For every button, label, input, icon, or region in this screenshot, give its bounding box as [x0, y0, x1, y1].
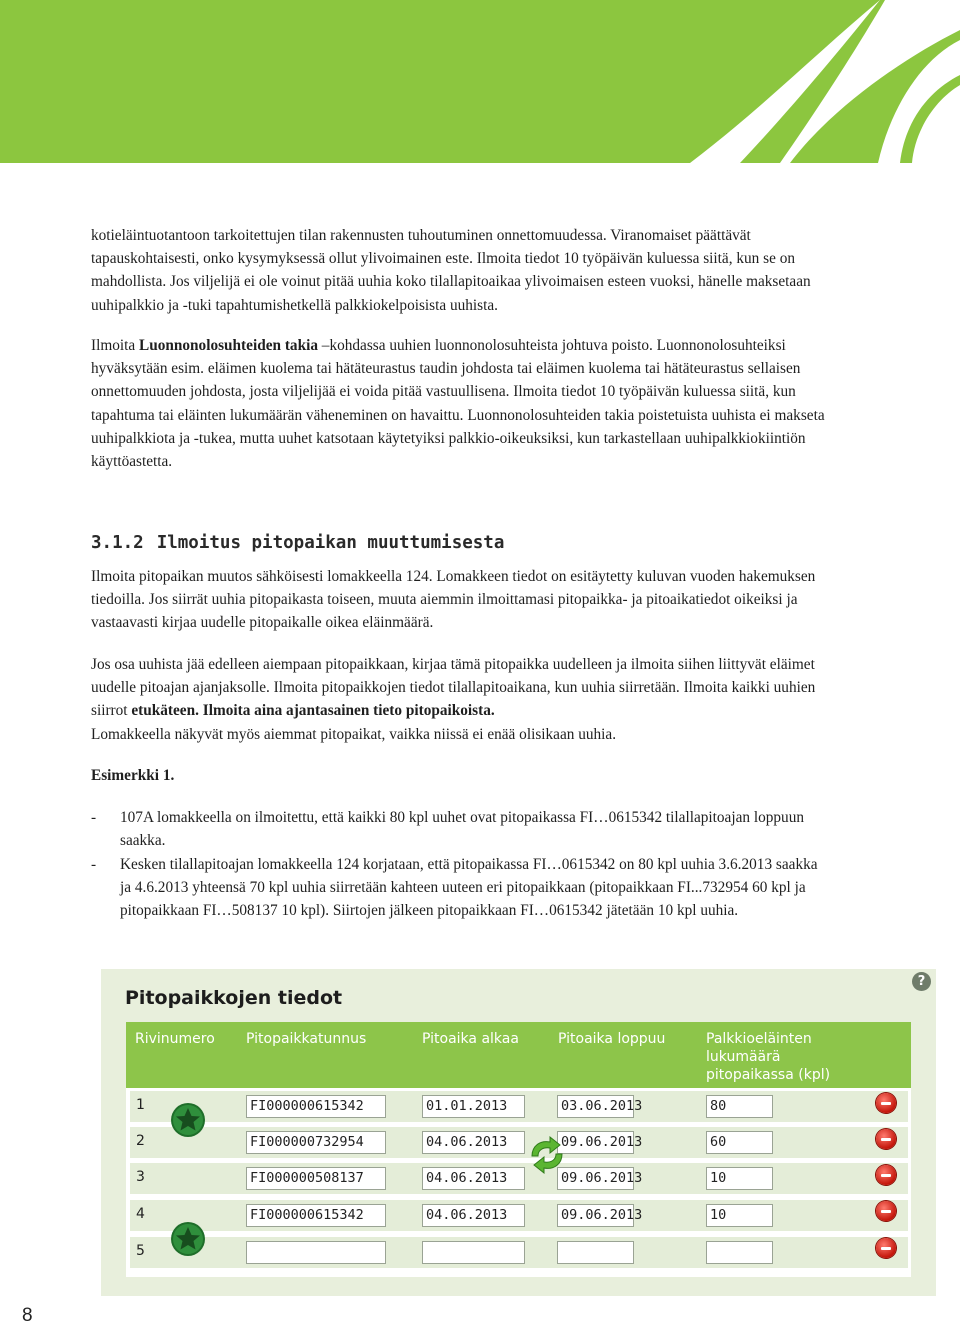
row-number: 3 [136, 1169, 145, 1185]
row-number: 1 [136, 1097, 145, 1113]
animal-count-input[interactable]: 60 [706, 1131, 773, 1154]
text: Lomakkeella näkyvät myös aiemmat pitopaikat, vaikka niissä ei enää olisikaan uuhia. [91, 725, 617, 743]
location-id-input[interactable]: FI000000615342 [246, 1095, 386, 1118]
header-line: Palkkioeläinten [706, 1031, 812, 1047]
end-date-input[interactable]: 09.06.2013 [557, 1167, 634, 1190]
column-header-row-number: Rivinumero [135, 1031, 215, 1047]
section-number: 3.1.2 [91, 533, 144, 553]
animal-count-input[interactable] [706, 1241, 773, 1264]
start-date-input[interactable]: 04.06.2013 [422, 1204, 525, 1227]
text: Ilmoita [91, 337, 140, 354]
header-line: pitopaikassa (kpl) [706, 1067, 831, 1083]
remove-row-icon[interactable] [876, 1238, 896, 1258]
animal-count-input[interactable]: 80 [706, 1095, 773, 1118]
end-date-input[interactable]: 09.06.2013 [557, 1204, 634, 1227]
text: Jos osa uuhista jää edelleen aiempaan pitopaikkaan, kirjaa tämä pitopaikka uudelleen ja ilmoita siihen liittyvät eläimet uudelle pitoajan ajanjaksolle. Ilmoita pitopaikkojen tiedot tilallapitoaikana, kun uuhia siirretään. Ilmoita kaikki uuhien siirrot [91, 656, 816, 720]
column-header-location-id: Pitopaikkatunnus [246, 1031, 367, 1047]
remove-row-icon[interactable] [876, 1201, 896, 1221]
list-item-text: 107A lomakkeella on ilmoitettu, että kaikki 80 kpl uuhet ovat pitopaikassa FI…0615342 tilallapitoajan loppuun saakka. [120, 809, 804, 850]
end-date-input[interactable]: 09.06.2013 [557, 1131, 634, 1154]
paragraph-natural-conditions [91, 334, 826, 473]
bullet-dash: - [91, 856, 97, 873]
example-label-text: Esimerkki 1. [91, 767, 175, 784]
bold-term: Ilmoita aina ajantasainen tieto pitopaikoista. [202, 702, 495, 720]
column-header-start: Pitoaika alkaa [422, 1031, 519, 1047]
text: –kohdassa uuhien luonnonolosuhteista johtuva poisto. Luonnonolosuhteiksi hyväksytään esim. eläimen kuolema tai hätäteurastus taudin johdosta tai eläimen kuolema tai hätäteurastus sellaisen onnettomuuden johdosta, josta viljelijää ei voida pitää vastuullisena. Ilmoita tiedot 10 työpäivän kuluessa siitä, kun tapahtuma tai eläinten lukumäärän väheneminen on havaittu. Luonnonolosuhteiden takia poistetuista uuhista ei makseta uuhipalkkiota ja -tukea, mutta uuhet katsotaan käytetyiksi palkkio-oikeuksiksi, kun tarkastellaan uuhipalkkiokiintiön käyttöastetta. [91, 337, 825, 471]
paragraph-location-instructions [91, 653, 826, 746]
row-number: 4 [136, 1206, 145, 1222]
location-id-input[interactable]: FI000000732954 [246, 1131, 386, 1154]
page-number: 8 [22, 1305, 33, 1326]
start-date-input[interactable]: 01.01.2013 [422, 1095, 525, 1118]
list-item [91, 806, 831, 852]
remove-row-icon[interactable] [876, 1165, 896, 1185]
leaf-logo-icon [0, 0, 960, 163]
location-id-input[interactable]: FI000000615342 [246, 1204, 386, 1227]
animal-count-input[interactable]: 10 [706, 1167, 773, 1190]
star-icon[interactable] [170, 1102, 206, 1138]
paragraph-location-change: Ilmoita pitopaikan muutos sähköisesti lomakkeella 124. Lomakkeen tiedot on esitäytetty kuluvan vuoden hakemuksen tiedoilla. Jos siirrät uuhia pitopaikasta toiseen, muuta aiemmin ilmoittamasi pitopaikka- ja pitoaikatiedot oikeiksi ja vastaavasti kirjaa uudelle pitopaikalle oikea eläinmäärä. [91, 568, 816, 632]
bold-term: Luonnonolosuhteiden takia [139, 337, 318, 354]
star-icon[interactable] [170, 1221, 206, 1257]
help-icon[interactable]: ? [912, 972, 931, 991]
section-heading [91, 533, 504, 553]
header-banner [0, 0, 960, 163]
end-date-input[interactable] [557, 1241, 634, 1264]
paragraph-force-majeure: kotieläintuotantoon tarkoitettujen tilan rakennusten tuhoutuminen onnettomuudessa. Viranomaiset päättävät tapauskohtaisesti, onko kysymyksessä ollut ylivoimainen este. Ilmoita tiedot 10 työpäivän kuluessa siitä, kun se on mahdollista. Jos viljelijä ei ole voinut pitää uuhia koko tilallapitoaikaa ylivoimaisen esteen vuoksi, hänelle maksetaan uuhipalkkio ja -tuki tapahtumishetkellä palkkiokelpoisista uuhista. [91, 227, 811, 314]
bullet-dash: - [91, 809, 97, 826]
row-number: 5 [136, 1243, 145, 1259]
list-item [91, 853, 831, 923]
start-date-input[interactable]: 04.06.2013 [422, 1167, 525, 1190]
location-id-input[interactable] [246, 1241, 386, 1264]
start-date-input[interactable]: 04.06.2013 [422, 1131, 525, 1154]
column-header-animal-count [706, 1030, 830, 1084]
animal-count-input[interactable]: 10 [706, 1204, 773, 1227]
start-date-input[interactable] [422, 1241, 525, 1264]
remove-row-icon[interactable] [876, 1129, 896, 1149]
bold-term: etukäteen. [131, 702, 199, 720]
header-line: lukumäärä [706, 1049, 781, 1065]
end-date-input[interactable]: 03.06.2013 [557, 1095, 634, 1118]
list-item-text: Kesken tilallapitoajan lomakkeella 124 korjataan, että pitopaikassa FI…0615342 on 80 kpl uuhia 3.6.2013 saakka ja 4.6.2013 yhteensä 70 kpl uuhia siirretään kahteen uuteen eri pitopaikkaan (pitopaikkaan FI...732954 60 kpl ja pitopaikkaan FI…508137 10 kpl). Siirtojen jälkeen pitopaikkaan FI…0615342 jätetään 10 kpl uuhia. [120, 856, 818, 920]
row-number: 2 [136, 1133, 145, 1149]
remove-row-icon[interactable] [876, 1093, 896, 1113]
column-header-end: Pitoaika loppuu [558, 1031, 666, 1047]
section-title: Ilmoitus pitopaikan muuttumisesta [156, 533, 505, 553]
form-title: Pitopaikkojen tiedot [125, 987, 343, 1009]
swap-arrows-icon[interactable] [526, 1136, 568, 1174]
example-label [91, 764, 826, 787]
location-id-input[interactable]: FI000000508137 [246, 1167, 386, 1190]
